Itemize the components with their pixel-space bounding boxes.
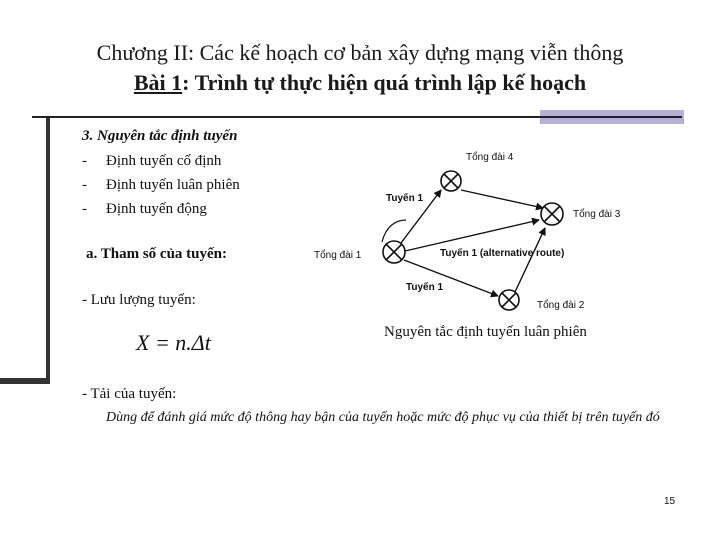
link-1-to-3	[405, 220, 539, 251]
diagram-caption: Nguyên tắc định tuyến luân phiên	[384, 324, 587, 340]
link-2-to-3	[515, 228, 545, 292]
route-label-upper: Tuyến 1	[386, 193, 424, 204]
exchange-2-label: Tổng đài 2	[537, 300, 585, 311]
load-description: Dùng để đánh giá mức độ thông hay bận của tuyến hoặc mức độ phục vụ của thiết bị trên tuyến đó	[106, 410, 660, 425]
traffic-label: - Lưu lượng tuyến:	[82, 292, 196, 308]
list-bullet: -	[82, 201, 87, 217]
exchange-node-3	[541, 203, 563, 225]
list-bullet: -	[82, 177, 87, 193]
exchange-1-label: Tổng đài 1	[314, 250, 362, 261]
route-selection-arc	[382, 220, 406, 242]
list-item-text: Định tuyến động	[106, 201, 207, 217]
list-item-text: Định tuyến cố định	[106, 153, 222, 169]
list-item-text: Định tuyến luân phiên	[106, 177, 240, 193]
exchange-4-label: Tổng đài 4	[466, 152, 514, 163]
lesson-number: Bài 1	[133, 70, 183, 95]
lesson-title: : Trình tự thực hiện quá trình lập kế hoạch	[182, 70, 587, 95]
params-heading: a. Tham số của tuyến:	[86, 246, 227, 262]
exchange-3-label: Tổng đài 3	[573, 209, 621, 220]
link-4-to-3	[461, 190, 543, 208]
exchange-node-4	[441, 171, 461, 191]
section-heading: 3. Nguyên tắc định tuyến	[82, 128, 238, 144]
list-bullet: -	[82, 153, 87, 169]
exchange-node-2	[499, 290, 519, 310]
exchange-node-1	[383, 241, 405, 263]
slide-title-chapter: Chương II: Các kế hoạch cơ bản xây dựng mạng viễn thông	[96, 40, 624, 65]
route-label-lower: Tuyến 1	[406, 282, 444, 293]
route-label-alternative: Tuyến 1 (alternative route)	[440, 248, 565, 259]
page-number: 15	[664, 496, 676, 507]
load-label: - Tải của tuyến:	[82, 386, 177, 402]
traffic-formula: X = n.Δt	[136, 330, 211, 355]
